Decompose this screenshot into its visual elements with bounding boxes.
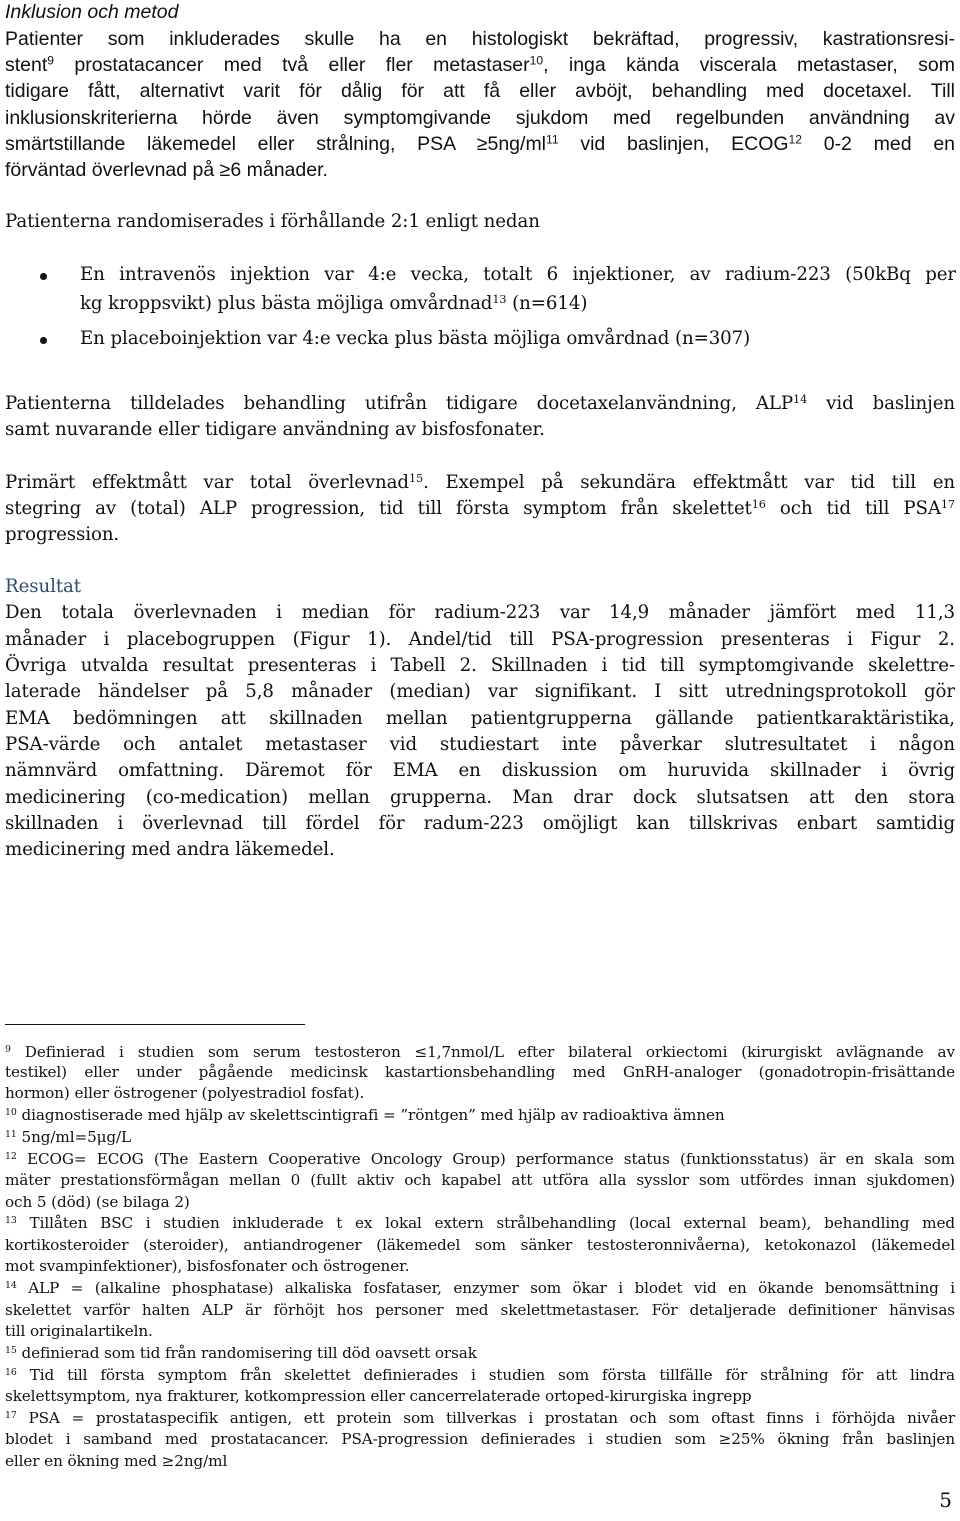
footnote-ref: 12 [788, 132, 802, 147]
footnote-ref: 13 [492, 292, 507, 306]
bullet-icon [40, 337, 47, 344]
paragraph-line: Patienter som inkluderades skulle ha en histologiskt bekräftad, progressiv, kastrationsresi- [5, 28, 955, 50]
footnote-separator [5, 1024, 305, 1025]
footnote-12-cont: och 5 (död) (se bilaga 2) [5, 1193, 190, 1211]
paragraph-line: laterade händelser på 5,8 månader (median) var signifikant. I sitt utredningsprotokoll gör [5, 681, 955, 702]
footnote-14-cont: till originalartikeln. [5, 1322, 153, 1340]
list-item: kg kroppsvikt) plus bästa möjliga omvårdnad$^{13}$ (n=614) [80, 292, 588, 314]
footnote-14-cont: skelettet varför halten ALP är förhöjt hos personer med skelettmetastaser. För detaljerade definitioner hänvisas [5, 1301, 955, 1319]
bullet-icon [40, 273, 47, 280]
paragraph-line: Patienterna randomiserades i förhållande 2:1 enligt nedan [5, 211, 540, 232]
page-number: 5 [939, 1488, 952, 1512]
paragraph-line: Primärt effektmått var total överlevnad$^{15}$. Exempel på sekundära effektmått var tid till en [5, 471, 955, 493]
footnote-13-cont: mot svampinfektioner), bisfosfonater och östrogener. [5, 1257, 410, 1275]
paragraph-line: förväntad överlevnad på ≥6 månader. [5, 159, 328, 181]
paragraph-line: stent$^9$ prostatacancer med två eller fler metastaser$^{10}$, inga kända viscerala metastaser, som [5, 53, 955, 76]
paragraph-line: PSA-värde och antalet metastaser vid studiestart inte påverkar slutresultatet i någon [5, 734, 955, 755]
paragraph-line: medicinering (co-medication) mellan grupperna. Man drar dock slutsatsen att den stora [5, 787, 955, 808]
paragraph-line: smärtstillande läkemedel eller strålning, PSA $\ge 5ng/ml^{11}$ vid baslinjen, ECOG$^{12}$ 0-2 med en [5, 132, 956, 155]
footnote-9: $^9$ Definierad i studien som serum testosteron ≤1,7nmol/L efter bilateral orkiectomi (kirurgiskt avlägnande av [5, 1043, 955, 1061]
footnote-15: $^{15}$ definierad som tid från randomisering till död oavsett orsak [5, 1344, 477, 1362]
footnote-14: $^{14}$ ALP = (alkaline phosphatase) alkaliska fosfataser, enzymer som ökar i blodet vid en ökande benomsättning i [5, 1279, 955, 1297]
footnote-ref: 9 [47, 53, 54, 68]
paragraph-line: månader i placebogruppen (Figur 1). Andel/tid till PSA-progression presenteras i Figur 2. [5, 629, 955, 650]
paragraph-line: Övriga utvalda resultat presenteras i Tabell 2. Skillnaden i tid till symptomgivande skelettre- [5, 655, 955, 676]
paragraph-line: samt nuvarande eller tidigare användning av bisfosfonater. [5, 419, 545, 440]
footnote-17: $^{17}$ PSA = prostataspecifik antigen, ett protein som tillverkas i prostatan och som oftast finns i förhöjda nivåer [5, 1409, 955, 1427]
paragraph-line: Patienterna tilldelades behandling utifrån tidigare docetaxelanvändning, ALP$^{14}$ vid baslinjen [5, 392, 955, 414]
footnote-ref: 17 [940, 497, 955, 511]
footnote-ref: 14 [793, 392, 808, 406]
footnote-12: $^{12}$ ECOG= ECOG (The Eastern Cooperative Oncology Group) performance status (funktionsstatus) är en skala som [5, 1150, 955, 1168]
paragraph-line: Den totala överlevnaden i median för radium-223 var 14,9 månader jämfört med 11,3 [5, 602, 955, 623]
footnote-13-cont: kortikosteroider (steroider), antiandrogener (läkemedel som sänker testosteronnivåerna), ketokonazol (läkemedel [5, 1236, 955, 1254]
footnote-11: $^{11}$ 5ng/ml=5μg/L [5, 1128, 132, 1146]
list-item: En intravenös injektion var 4:e vecka, totalt 6 injektioner, av radium-223 (50kBq per [80, 264, 956, 285]
footnote-9-cont: hormon) eller östrogener (polyestradiol fosfat). [5, 1084, 365, 1102]
footnote-12-cont: mäter prestationsförmågan mellan 0 (fullt aktiv och kapabel att utföra alla sysslor som utfördes innan sjukdomen) [5, 1171, 955, 1189]
footnote-16-cont: skelettsymptom, nya frakturer, kotkompression eller cancerrelaterade ortoped-kirurgiska ingrepp [5, 1387, 752, 1405]
section-heading-resultat: Resultat [5, 576, 81, 597]
paragraph-line: inklusionskriterierna hörde även symptomgivande sjukdom med regelbunden användning av [5, 107, 955, 129]
paragraph-line: medicinering med andra läkemedel. [5, 839, 335, 860]
footnote-16: $^{16}$ Tid till första symptom från skelettet definierades i studien som första tillfälle för strålning för att lindra [5, 1366, 955, 1384]
section-heading-inklusion: Inklusion och metod [5, 1, 179, 23]
paragraph-line: skillnaden i överlevnad till fördel för radum-223 omöjligt kan tillskrivas enbart samtidig [5, 813, 955, 834]
paragraph-line: nämnvärd omfattning. Däremot för EMA en diskussion om huruvida skillnader i övrig [5, 760, 955, 781]
paragraph-line: EMA bedömningen att skillnaden mellan patientgrupperna gällande patientkaraktäristika, [5, 708, 955, 729]
footnote-ref: 11 [546, 132, 559, 147]
footnote-10: $^{10}$ diagnostiserade med hjälp av skelettscintigrafi = ”röntgen” med hjälp av radioaktiva ämnen [5, 1106, 725, 1124]
footnote-17-cont: blodet i samband med prostatacancer. PSA-progression definierades i studien som ≥25% ökning från baslinjen [5, 1430, 955, 1448]
footnote-ref: 15 [408, 471, 424, 485]
footnote-13: $^{13}$ Tillåten BSC i studien inkluderade t ex lokal extern strålbehandling (local external beam), behandling med [5, 1214, 955, 1232]
paragraph-line: tidigare fått, alternativt varit för dålig för att få eller avböjt, behandling med docetaxel. Till [5, 80, 955, 102]
list-item: En placeboinjektion var 4:e vecka plus bästa möjliga omvårdnad (n=307) [80, 328, 751, 349]
footnote-17-cont: eller en ökning med ≥2ng/ml [5, 1452, 228, 1470]
paragraph-line: stegring av (total) ALP progression, tid till första symptom från skelettet$^{16}$ och tid till PSA$^{17}$ [5, 497, 955, 519]
footnote-ref: 10 [529, 53, 544, 68]
footnote-ref: 16 [751, 497, 766, 511]
footnote-9-cont: testikel) eller under pågående medicinsk kastartionsbehandling med GnRH-analoger (gonadotropin-frisättande [5, 1063, 955, 1081]
paragraph-line: progression. [5, 524, 120, 545]
